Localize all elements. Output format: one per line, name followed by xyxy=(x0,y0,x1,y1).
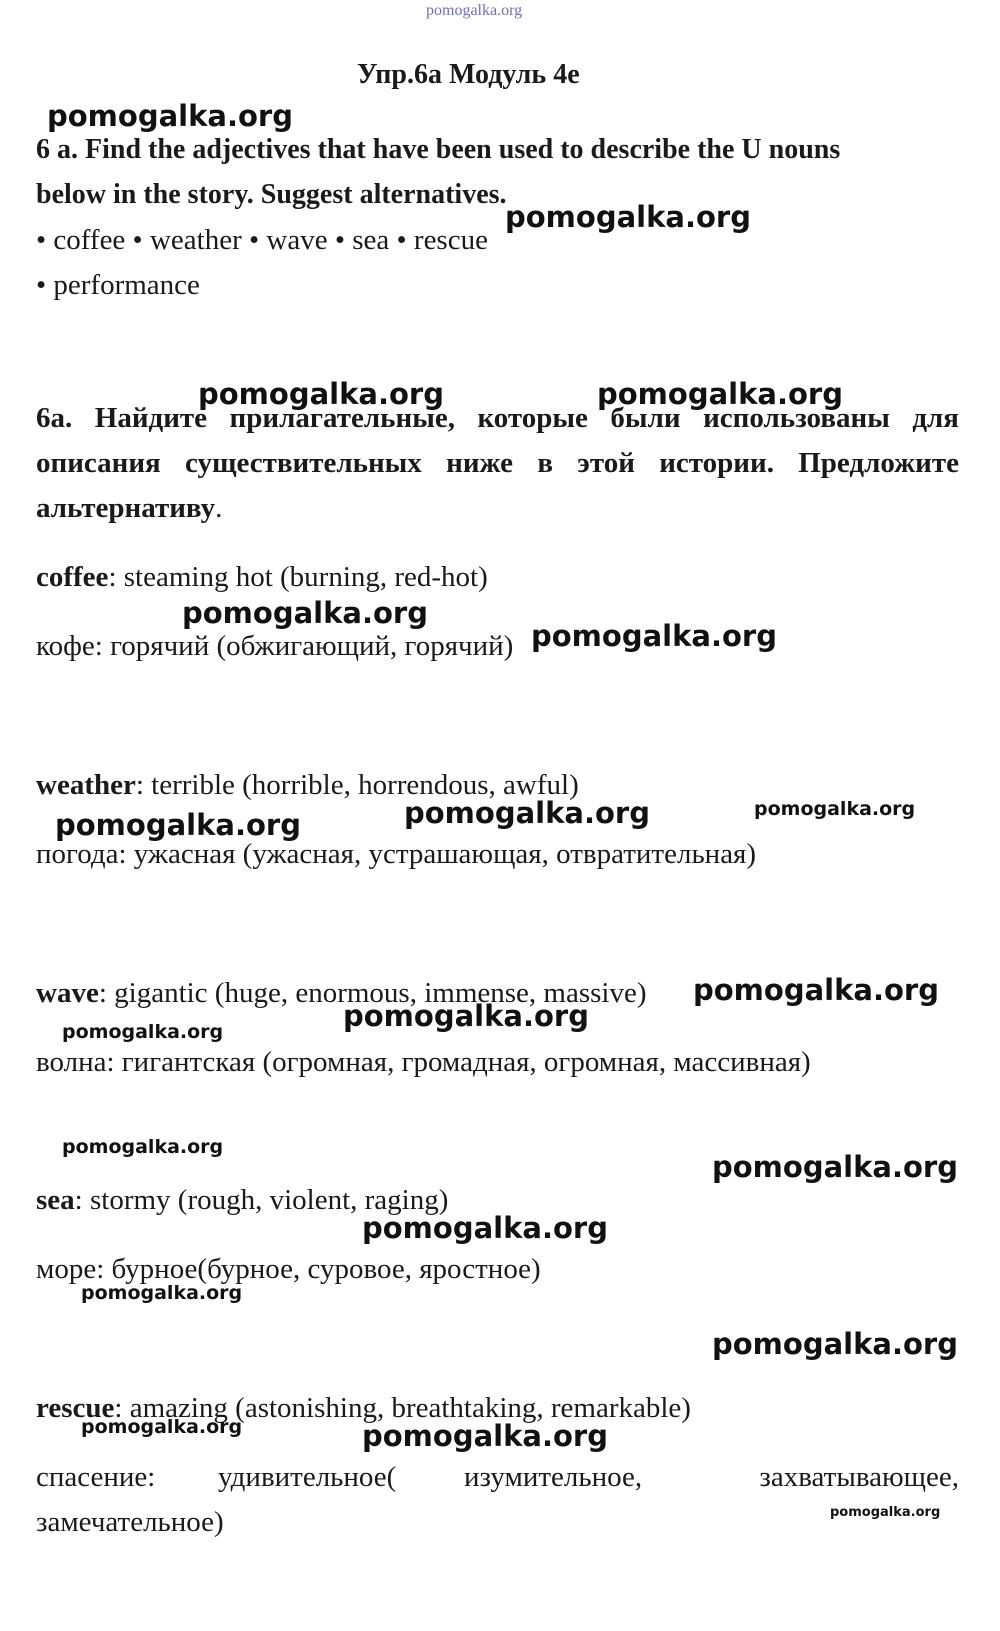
watermark: pomogalka.org xyxy=(198,377,444,411)
watermark: pomogalka.org xyxy=(754,798,916,820)
watermark: pomogalka.org xyxy=(55,808,301,842)
answer-rescue-ru-word-3: изумительное, xyxy=(464,1461,643,1493)
answer-rescue-ru-word-4: захватывающее, xyxy=(759,1461,959,1493)
watermark: pomogalka.org xyxy=(505,200,751,234)
answer-wave-en: wave: gigantic (huge, enormous, immense, massive) xyxy=(36,977,647,1009)
watermark-top: pomogalka.org xyxy=(426,2,523,19)
task-ru-line-3: альтернативу. xyxy=(36,492,223,524)
task-en-line-2: below in the story. Suggest alternatives. xyxy=(36,179,507,210)
watermark: pomogalka.org xyxy=(62,1136,224,1158)
watermark: pomogalka.org xyxy=(182,596,428,630)
watermark: pomogalka.org xyxy=(81,1282,243,1304)
watermark: pomogalka.org xyxy=(343,999,589,1033)
answer-rescue-ru-word-1: спасение: xyxy=(36,1461,156,1493)
answer-rescue-en: rescue: amazing (astonishing, breathtaking, remarkable) xyxy=(36,1392,691,1424)
noun-list-line-1: • coffee • weather • wave • sea • rescue xyxy=(36,224,488,256)
answer-rescue-ru-word-2: удивительное( xyxy=(218,1461,397,1493)
answer-sea-ru: море: бурное(бурное, суровое, яростное) xyxy=(36,1253,541,1285)
answer-weather-en: weather: terrible (horrible, horrendous, awful) xyxy=(36,769,579,801)
watermark: pomogalka.org xyxy=(693,973,939,1007)
answer-weather-ru: погода: ужасная (ужасная, устрашающая, отвратительная) xyxy=(36,838,757,870)
watermark: pomogalka.org xyxy=(362,1211,608,1245)
answer-coffee-en: coffee: steaming hot (burning, red-hot) xyxy=(36,561,488,593)
watermark: pomogalka.org xyxy=(531,619,777,653)
watermark: pomogalka.org xyxy=(712,1327,958,1361)
answer-coffee-ru: кофе: горячий (обжигающий, горячий) xyxy=(36,630,514,662)
watermark: pomogalka.org xyxy=(81,1416,243,1438)
answer-wave-ru: волна: гигантская (огромная, громадная, огромная, массивная) xyxy=(36,1046,811,1078)
noun-list-line-2: • performance xyxy=(36,269,200,301)
watermark: pomogalka.org xyxy=(47,99,293,133)
watermark: pomogalka.org xyxy=(362,1419,608,1453)
watermark: pomogalka.org xyxy=(62,1021,224,1043)
answer-rescue-ru-line-2: замечательное) xyxy=(36,1506,224,1538)
watermark: pomogalka.org xyxy=(712,1150,958,1184)
task-ru-line-2: описания существительных ниже в этой истории. Предложите xyxy=(36,447,959,479)
task-ru-line-1: 6а. Найдите прилагательные, которые были использованы для xyxy=(36,402,959,434)
watermark: pomogalka.org xyxy=(597,377,843,411)
task-en-line-1: 6 a. Find the adjectives that have been used to describe the U nouns xyxy=(36,134,841,165)
watermark: pomogalka.org xyxy=(404,796,650,830)
answer-sea-en: sea: stormy (rough, violent, raging) xyxy=(36,1184,449,1216)
watermark: pomogalka.org xyxy=(830,1505,941,1520)
page-title: Упр.6а Модуль 4е xyxy=(357,59,580,90)
